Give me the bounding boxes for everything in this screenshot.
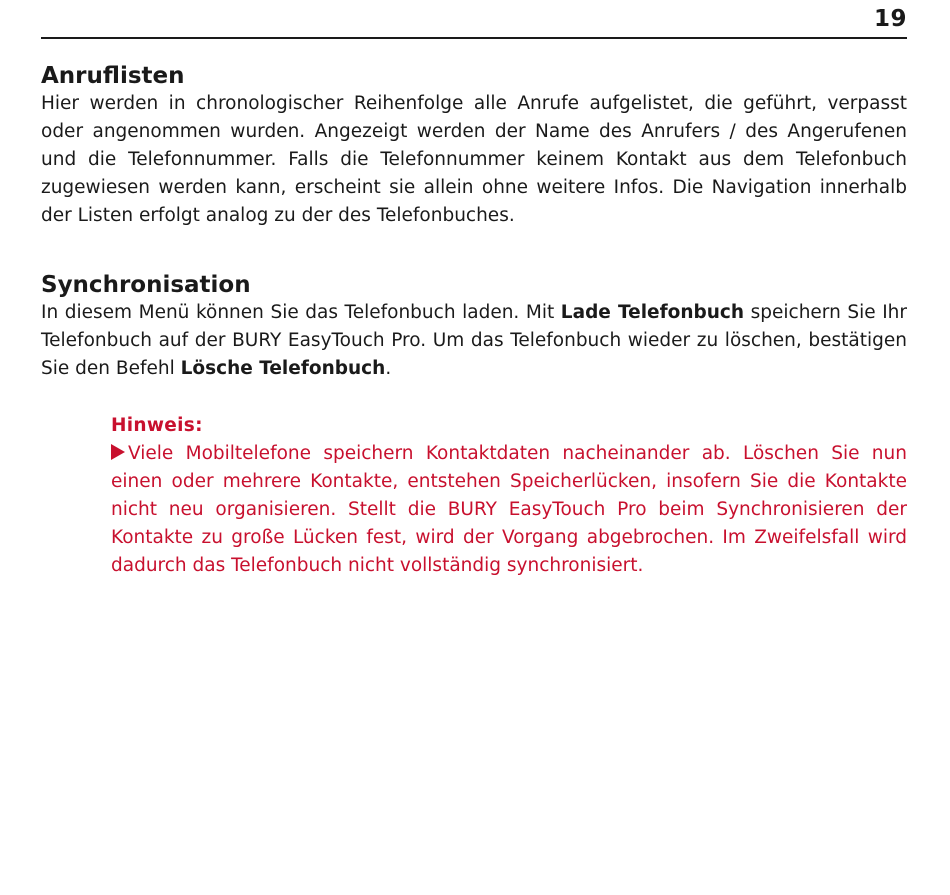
body-text: In diesem Menü können Sie das Telefonbuch laden. Mit bbox=[41, 302, 561, 323]
note-text: Viele Mobiltelefone speichern Kontaktdaten nacheinander ab. Löschen Sie nun einen oder mehrere Kontakte, entstehen Speicherlücken, insofern Sie die Kontakte nicht neu organisieren. Stellt die BURY EasyTouch Pro beim Synchronisieren der Kontakte zu große Lücken fest, wird der Vorgang abgebrochen. Im Zweifelsfall wird dadurch das Telefonbuch nicht vollständig synchronisiert. bbox=[111, 443, 907, 576]
section-body: Hier werden in chronologischer Reihenfolge alle Anrufe aufgelistet, die geführt, verpasst oder angenommen wurden. Angezeigt werden der Name des Anrufers / des Angerufenen und die Telefonnummer. Falls die Telefonnummer keinem Kontakt aus dem Telefonbuch zugewiesen werden kann, erscheint sie allein ohne weitere Infos. Die Navigation innerhalb der Listen erfolgt analog zu der des Telefonbuches. bbox=[41, 93, 907, 226]
note-title: Hinweis: bbox=[111, 415, 203, 436]
section-heading: Anruflisten bbox=[41, 63, 185, 89]
body-text: . bbox=[385, 358, 392, 379]
note-box bbox=[111, 412, 907, 580]
note-body bbox=[111, 440, 907, 580]
triangle-right-icon bbox=[111, 444, 125, 460]
section-synchronisation bbox=[41, 271, 907, 383]
header-rule bbox=[41, 37, 907, 39]
body-text: speichern Sie Ihr Telefonbuch auf der BURY EasyTouch Pro. Um das Telefonbuch wieder zu löschen, bestätigen Sie den Befehl bbox=[41, 302, 907, 379]
command-lade-telefonbuch: Lade Telefonbuch bbox=[560, 302, 745, 323]
section-anruflisten bbox=[41, 62, 907, 230]
page-number: 19 bbox=[873, 6, 907, 32]
command-loesche-telefonbuch: Lösche Telefonbuch bbox=[180, 358, 386, 379]
section-body bbox=[41, 299, 907, 383]
section-heading: Synchronisation bbox=[41, 272, 251, 298]
